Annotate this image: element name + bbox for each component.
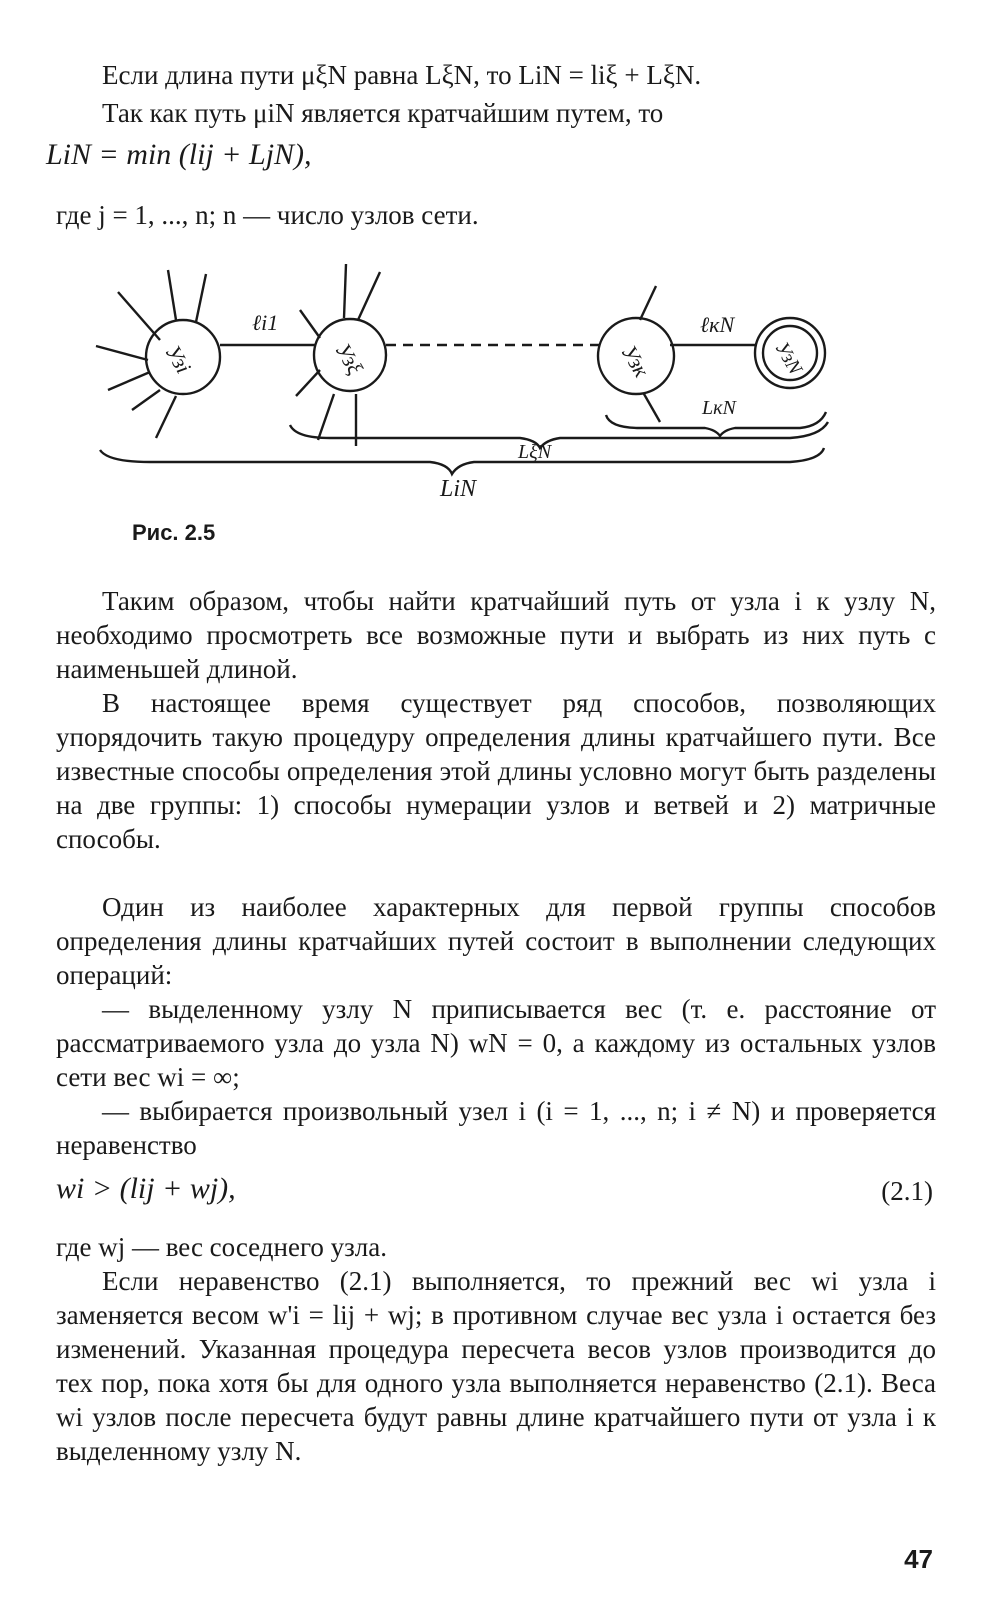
node-label-xi: Узξ <box>330 338 368 379</box>
formula-inequality: wi > (lij + wj), <box>56 1172 236 1205</box>
paragraph-neighbor-weight: где wj — вес соседнего узла. <box>56 1232 387 1262</box>
paragraph-recalculation: Если неравенство (2.1) выполняется, то прежний вес wi узла i заменяется весом w'i = lij + wj; в противном случае вес узла i остается без изменений. Указанная процедура пересчета весов узлов производится до тех пор, пока хотя бы для одного узла выполняется неравенство (2.1). Веса wi узлов после пересчета будут равны длине кратчайшего пути от узла i к выделенному узлу N. <box>56 1266 936 1466</box>
node-label-N: УзN <box>770 338 807 379</box>
edge-label-kN: ℓкN <box>700 312 735 337</box>
paragraph-methods: В настоящее время существует ряд способов, позволяющих упорядочить такую процедуру определения длины кратчайшего пути. Все известные способы определения этой длины условно могут быть разделены на две группы: 1) способы нумерации узлов и ветвей и 2) матричные способы. <box>56 688 936 854</box>
paragraph-path-length: Если длина пути μξN равна LξN, то LiN = liξ + LξN. <box>102 60 702 90</box>
network-figure <box>0 250 995 550</box>
paragraph-first-group: Один из наиболее характерных для первой группы способов определения длины кратчайших путей состоит в выполнении следующих операций: <box>56 892 936 990</box>
brace-label-LxiN: LξN <box>518 441 552 463</box>
node-label-k: Узк <box>616 340 655 382</box>
page-number: 47 <box>904 1544 933 1574</box>
formula-min: LiN = min (lij + LjN), <box>46 138 312 171</box>
paragraph-shortest-path: Так как путь μiN является кратчайшим путем, то <box>102 98 664 128</box>
node-label-i: Узi <box>160 340 197 378</box>
edge-label-i1: ℓi1 <box>252 310 279 335</box>
paragraph-where-j: где j = 1, ..., n; n — число узлов сети. <box>56 200 479 230</box>
brace-label-LiN: LiN <box>440 476 477 502</box>
paragraph-select-node: — выбирается произвольный узел i (i = 1, ..., n; i ≠ N) и проверяется неравенство <box>56 1096 936 1160</box>
paragraph-weight-assign: — выделенному узлу N приписывается вес (т. е. расстояние от рассматриваемого узла до узла N) wN = 0, а каждому из остальных узлов сети вес wi = ∞; <box>56 994 936 1092</box>
paragraph-summary: Таким образом, чтобы найти кратчайший путь от узла i к узлу N, необходимо просмотреть все возможные пути и выбрать из них путь с наименьшей длиной. <box>56 586 936 684</box>
brace-label-LkN: LкN <box>702 397 736 419</box>
figure-caption: Рис. 2.5 <box>132 520 216 545</box>
equation-number: (2.1) <box>881 1176 933 1206</box>
